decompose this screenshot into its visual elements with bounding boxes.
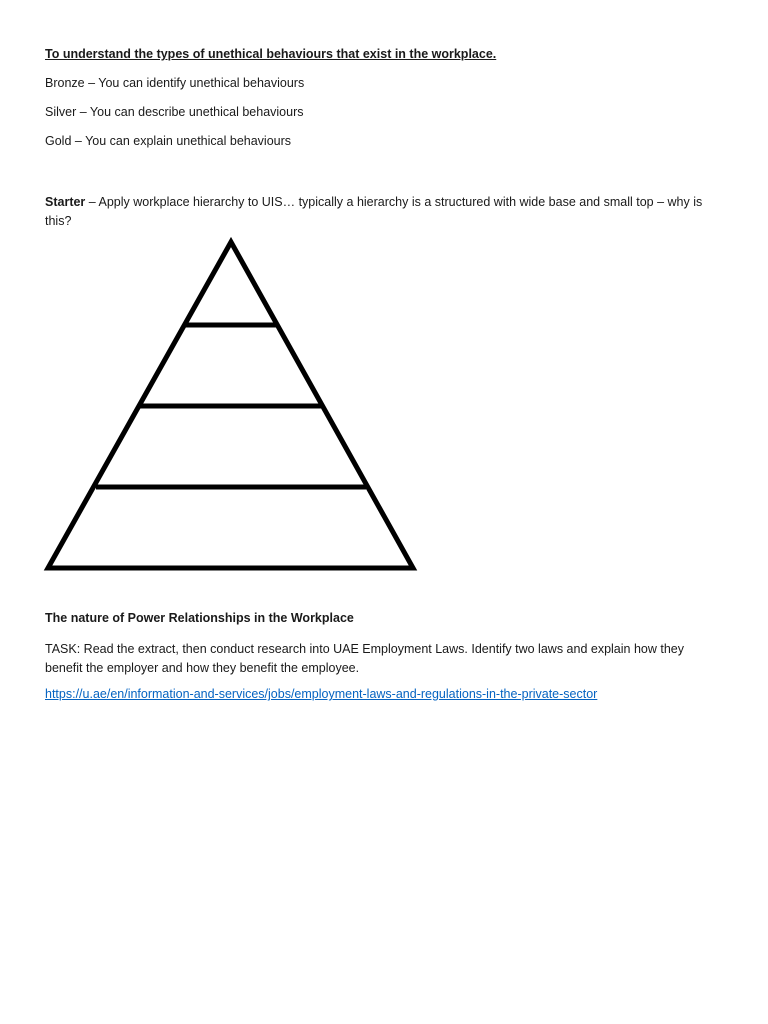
outcome-gold: Gold – You can explain unethical behaviours [45, 134, 292, 148]
starter-paragraph [45, 193, 715, 231]
employment-laws-link[interactable]: https://u.ae/en/information-and-services/jobs/employment-laws-and-regulations-in-the-private-sector [45, 687, 598, 701]
learning-objective: To understand the types of unethical behaviours that exist in the workplace. [45, 47, 497, 61]
section-heading: The nature of Power Relationships in the Workplace [45, 611, 354, 625]
task-paragraph: TASK: Read the extract, then conduct research into UAE Employment Laws. Identify two laws and explain how they benefit the employer and how they benefit the employee. [45, 642, 684, 675]
outcome-silver: Silver – You can describe unethical behaviours [45, 105, 304, 119]
outcome-bronze: Bronze – You can identify unethical behaviours [45, 76, 305, 90]
starter-text: – Apply workplace hierarchy to UIS… typically a hierarchy is a structured with wide base and small top – why is this? [45, 195, 703, 228]
hierarchy-pyramid [40, 232, 425, 577]
starter-label: Starter [45, 195, 86, 209]
